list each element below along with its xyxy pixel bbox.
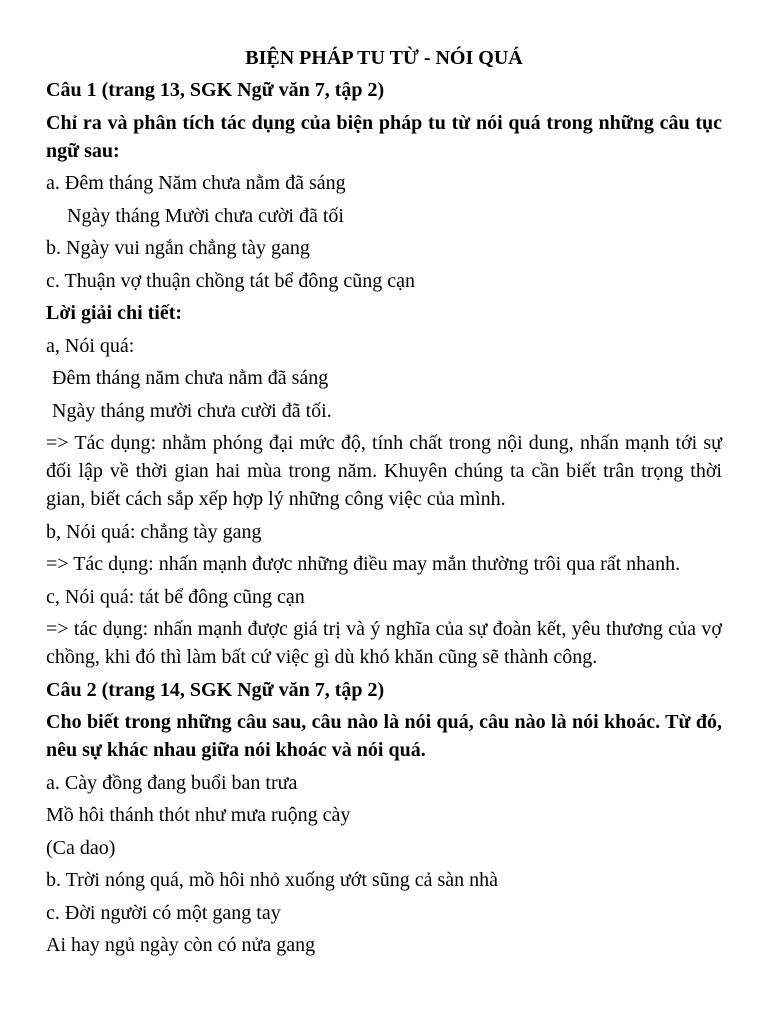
answer-b-effect: => Tác dụng: nhấn mạnh được những điều may mắn thường trôi qua rất nhanh. bbox=[46, 553, 681, 575]
answer-a-line-1: Đêm tháng năm chưa nằm đã sáng bbox=[52, 367, 329, 389]
question-2-item-b: b. Trời nóng quá, mồ hôi nhỏ xuống ướt sũng cả sàn nhà bbox=[46, 869, 498, 891]
question-2-item-a-line-2: Mồ hôi thánh thót như mưa ruộng cày bbox=[46, 804, 351, 826]
question-1-heading: Câu 1 (trang 13, SGK Ngữ văn 7, tập 2) bbox=[46, 79, 385, 101]
question-2-prompt: Cho biết trong những câu sau, câu nào là nói quá, câu nào là nói khoác. Từ đó, nêu sự khác nhau giữa nói khoác và nói quá. bbox=[46, 711, 722, 761]
answer-a-effect: => Tác dụng: nhằm phóng đại mức độ, tính chất trong nội dung, nhấn mạnh tới sự đối lập về thời gian hai mùa trong năm. Khuyên chúng ta cần biết trân trọng thời gian, biết cách sắp xếp hợp lý những công việc của mình. bbox=[46, 432, 722, 510]
answer-a-label: a, Nói quá: bbox=[46, 334, 135, 357]
document-page bbox=[46, 44, 722, 964]
answer-c-label: c, Nói quá: tát bể đông cũng cạn bbox=[46, 585, 305, 608]
answer-b-label: b, Nói quá: chẳng tày gang bbox=[46, 520, 262, 543]
answer-a-line-2: Ngày tháng mười chưa cười đã tối. bbox=[52, 399, 332, 422]
question-2-heading: Câu 2 (trang 14, SGK Ngữ văn 7, tập 2) bbox=[46, 678, 385, 701]
question-1-item-c: c. Thuận vợ thuận chồng tát bể đông cũng cạn bbox=[46, 269, 415, 292]
answer-heading: Lời giải chi tiết: bbox=[46, 302, 183, 324]
document-title: BIỆN PHÁP TU TỪ - NÓI QUÁ bbox=[245, 47, 523, 69]
question-2-item-a-source: (Ca dao) bbox=[46, 836, 116, 859]
question-2-item-a-line-1: a. Cày đồng đang buổi ban trưa bbox=[46, 771, 298, 794]
question-1-item-a-line-1: a. Đêm tháng Năm chưa nằm đã sáng bbox=[46, 172, 346, 194]
answer-c-effect: => tác dụng: nhấn mạnh được giá trị và ý nghĩa của sự đoàn kết, yêu thương của vợ chồng, khi đó thì làm bất cứ việc gì dù khó khăn cũng sẽ thành công. bbox=[46, 618, 722, 668]
question-1-prompt: Chỉ ra và phân tích tác dụng của biện pháp tu từ nói quá trong những câu tục ngữ sau: bbox=[46, 111, 722, 162]
question-2-item-c-line-2: Ai hay ngủ ngày còn có nửa gang bbox=[46, 934, 316, 956]
question-1-item-a-line-2: Ngày tháng Mười chưa cười đã tối bbox=[67, 204, 344, 227]
question-2-item-c-line-1: c. Đời người có một gang tay bbox=[46, 901, 281, 924]
question-1-item-b: b. Ngày vui ngắn chẳng tày gang bbox=[46, 237, 310, 259]
